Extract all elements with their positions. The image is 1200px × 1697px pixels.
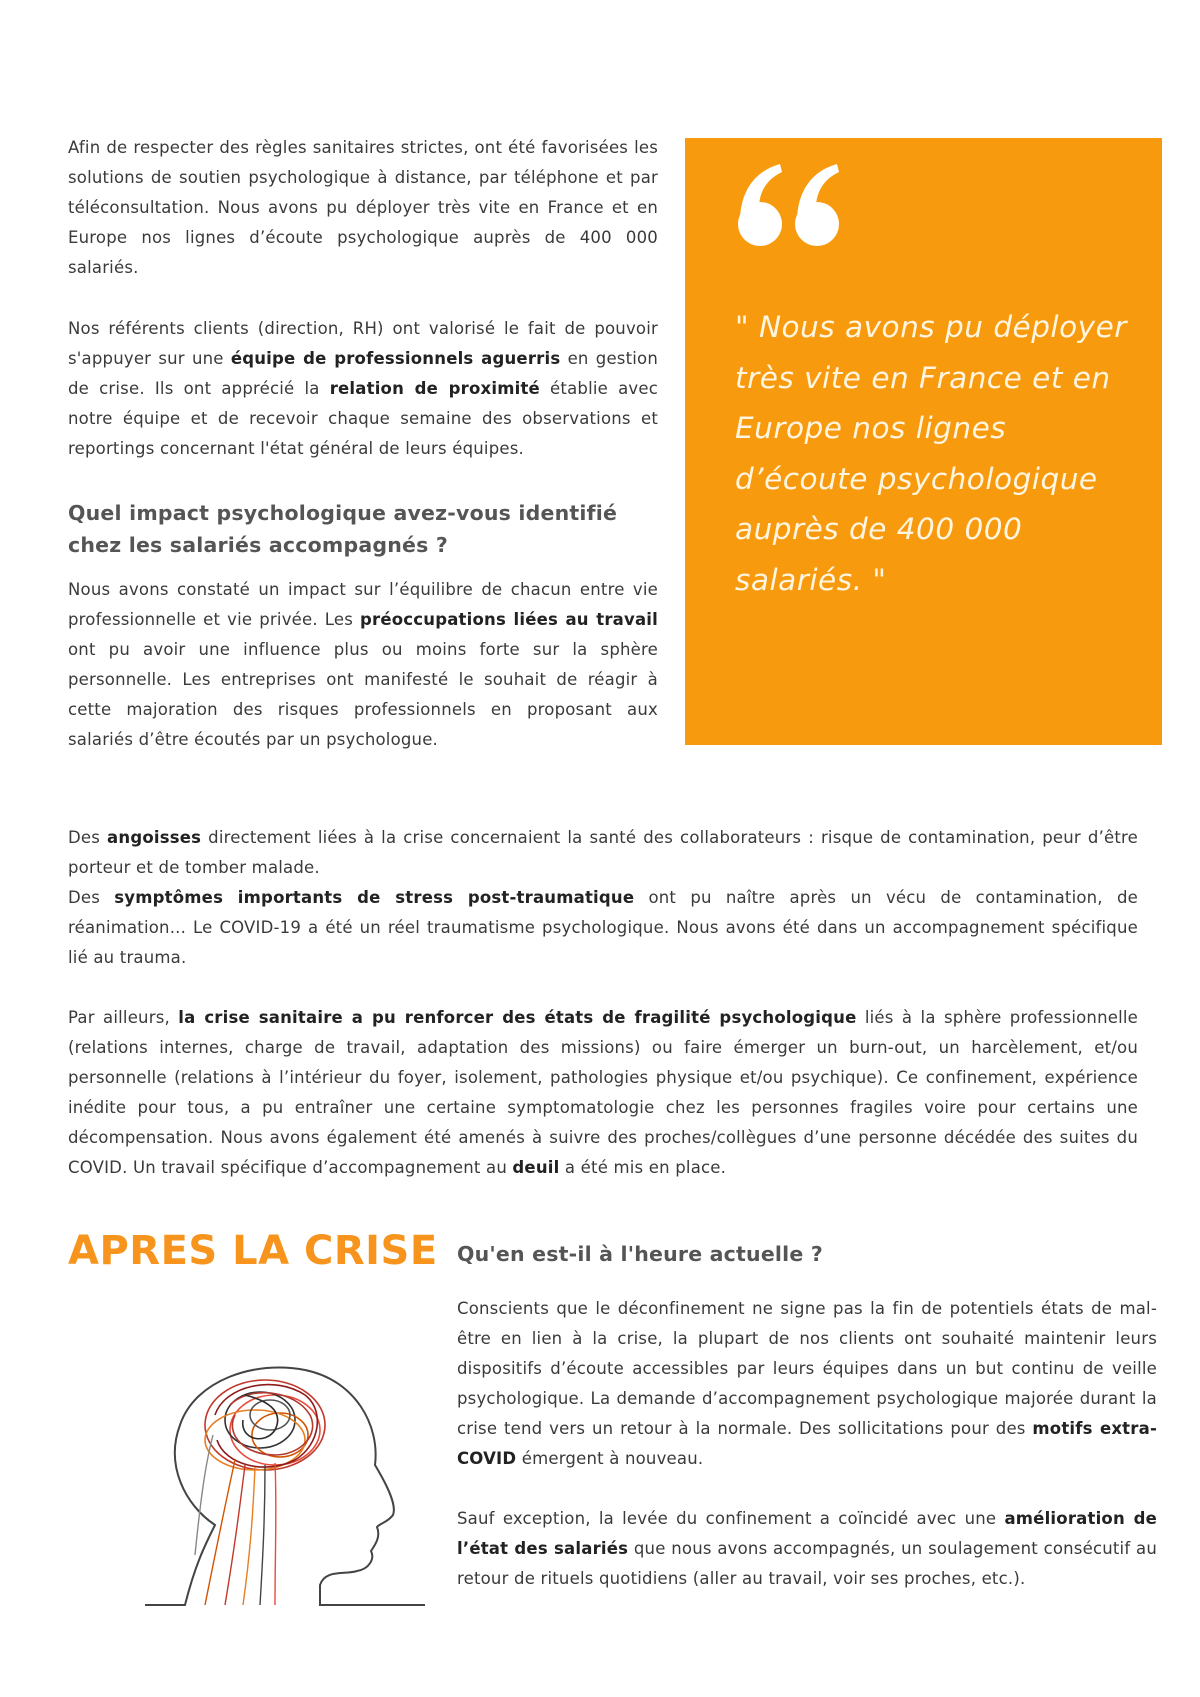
emphasis-fragility: la crise sanitaire a pu renforcer des états de fragilité psychologique bbox=[178, 1008, 857, 1027]
intro-paragraph-1: Afin de respecter des règles sanitaires strictes, ont été favorisées les solutions de soutien psychologique à distance, par téléphone et par téléconsultation. Nous avons pu déployer très vite en France et en Europe nos lignes d’écoute psychologique auprès de 400 000 salariés. bbox=[68, 138, 658, 277]
impact-question-heading: Quel impact psychologique avez-vous identifié chez les salariés accompagnés ? bbox=[68, 501, 618, 557]
emphasis-extra-covid: motifs extra-COVID bbox=[457, 1419, 1157, 1468]
intro-paragraph-2: Nos référents clients (direction, RH) ont valorisé le fait de pouvoir s'appuyer sur une équipe de professionnels aguerris en gestion de crise. Ils ont apprécié la relation de proximité établie avec notre équipe et de recevoir chaque semaine des observations et reportings concernant l'état général de leurs équipes. bbox=[68, 319, 659, 458]
emphasis-professionals: équipe de professionnels aguerris bbox=[230, 349, 561, 368]
brain-head-illustration-icon bbox=[125, 1355, 445, 1615]
intro-paragraph-3: Nous avons constaté un impact sur l’équilibre de chacun entre vie professionnelle et vie privée. Les préoccupations liées au travail ont pu avoir une influence plus ou moins forte sur la sphère personnelle. Les entreprises ont manifesté le souhait de réagir à cette majoration des risques professionnels en proposant aux salariés d’être écoutés par un psychologue. bbox=[68, 580, 658, 749]
emphasis-proximity: relation de proximité bbox=[329, 379, 540, 398]
body-paragraph-ptsd: Des symptômes importants de stress post-traumatique ont pu naître après un vécu de contamination, de réanimation... Le COVID-19 a été un réel traumatisme psychologique. Nous avons été dans un accompagnement spécifique lié au trauma. bbox=[68, 888, 1138, 967]
emphasis-ptsd: symptômes importants de stress post-traumatique bbox=[114, 888, 635, 907]
after-paragraph-1: Conscients que le déconfinement ne signe pas la fin de potentiels états de mal-être en lien à la crise, la plupart de nos clients ont souhaité maintenir leurs dispositifs d’écoute accessibles par leurs équipes dans un but continu de veille psychologique. La demande d’accompagnement psychologique majorée durant la crise tend vers un retour à la normale. Des sollicitations pour des motifs extra-COVID émergent à nouveau. bbox=[457, 1299, 1157, 1468]
body-paragraph-anxieties: Des angoisses directement liées à la crise concernaient la santé des collaborateurs : risque de contamination, peur d’être porteur et de tomber malade. bbox=[68, 828, 1139, 877]
body-column bbox=[68, 823, 1138, 1183]
after-crisis-title: APRES LA CRISE bbox=[68, 1228, 438, 1274]
emphasis-improvement: amélioration de l’état des salariés bbox=[457, 1509, 1157, 1558]
emphasis-grief: deuil bbox=[512, 1158, 560, 1177]
after-paragraph-2: Sauf exception, la levée du confinement a coïncidé avec une amélioration de l’état des salariés que nous avons accompagnés, un soulagement consécutif au retour de rituels quotidiens (aller au travail, voir ses proches, etc.). bbox=[457, 1509, 1158, 1588]
quote-text: " Nous avons pu déployer très vite en France et en Europe nos lignes d’écoute psychologique auprès de 400 000 salariés. " bbox=[735, 310, 1127, 597]
intro-column bbox=[68, 133, 658, 755]
after-crisis-column bbox=[457, 1238, 1157, 1594]
emphasis-work-concerns: préoccupations liées au travail bbox=[360, 610, 658, 629]
body-paragraph-fragility: Par ailleurs, la crise sanitaire a pu renforcer des états de fragilité psychologique liés à la sphère professionnelle (relations internes, charge de travail, adaptation des missions) ou faire émerger un burn-out, un harcèlement, et/ou personnelle (relations à l’intérieur du foyer, isolement, pathologies physique et/ou psychique). Ce confinement, expérience inédite pour tous, a pu entraîner une certaine symptomatologie chez les personnes fragiles voire pour certains une décompensation. Nous avons également été amenés à suivre des proches/collègues d’une personne décédée des suites du COVID. Un travail spécifique d’accompagnement au deuil a été mis en place. bbox=[68, 1008, 1138, 1177]
quote-box bbox=[685, 138, 1162, 745]
emphasis-anxieties: angoisses bbox=[107, 828, 202, 847]
quote-mark-icon bbox=[735, 156, 845, 256]
current-situation-heading: Qu'en est-il à l'heure actuelle ? bbox=[457, 1242, 823, 1266]
